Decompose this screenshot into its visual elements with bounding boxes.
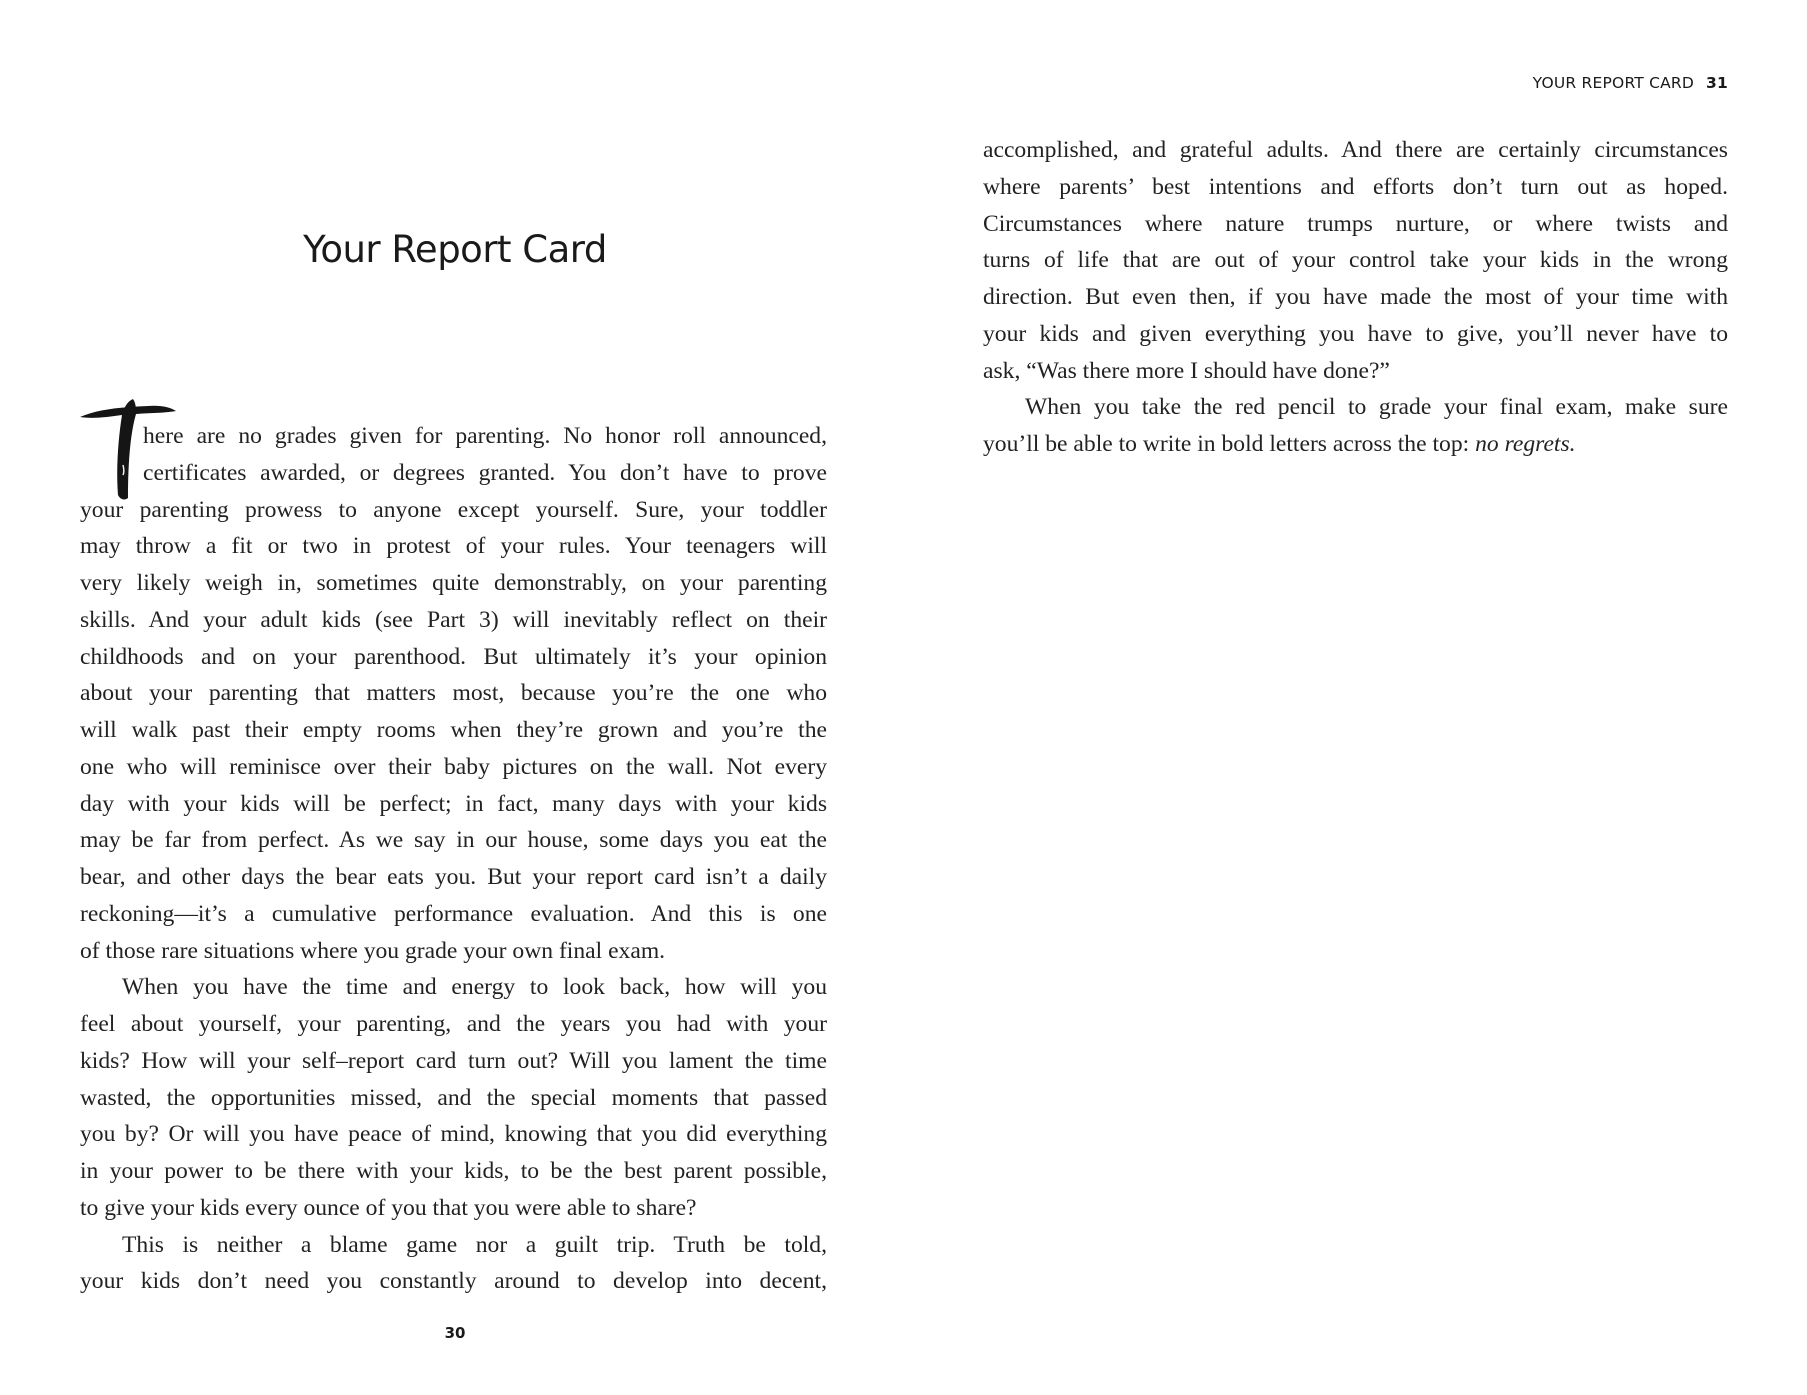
text-line: childhoods and on your parenthood. But ultimately it’s your opinion (80, 643, 827, 670)
text-line: where parents’ best intentions and efforts don’t turn out as hoped. (983, 173, 1728, 200)
text-line: your kids and given everything you have to give, you’ll never have to (983, 320, 1728, 347)
text-line: Circumstances where nature trumps nurture, or where twists and (983, 210, 1728, 237)
text-line: very likely weigh in, sometimes quite demonstrably, on your parenting (80, 570, 827, 596)
text-line: will walk past their empty rooms when they’re grown and you’re the (80, 717, 827, 743)
text-line: ask, “Was there more I should have done?” (983, 357, 1390, 384)
page-number-right: 31 (1706, 74, 1728, 92)
text-line: feel about yourself, your parenting, and the years you had with your (80, 1011, 827, 1037)
text-line: accomplished, and grateful adults. And there are certainly circumstances (983, 137, 1728, 163)
right-page (903, 0, 1807, 1395)
left-body-text (80, 418, 827, 1300)
text-line: skills. And your adult kids (see Part 3) will inevitably reflect on their (80, 606, 827, 633)
text-line: This is neither a blame game nor a guilt trip. Truth be told, (122, 1231, 827, 1258)
text-line: may be far from perfect. As we say in our house, some days you eat the (80, 827, 827, 854)
closing-emphasis: no regrets. (1475, 431, 1576, 457)
text-line: direction. But even then, if you have made the most of your time with (983, 284, 1728, 310)
right-body-text (983, 132, 1728, 463)
page-number-left: 30 (444, 1324, 466, 1342)
text-line: may throw a fit or two in protest of your rules. Your teenagers will (80, 533, 827, 560)
text-line: of those rare situations where you grade your own final exam. (80, 937, 666, 964)
text-line: about your parenting that matters most, because you’re the one who (80, 680, 827, 707)
text-line: When you take the red pencil to grade your final exam, make sure (1025, 394, 1728, 421)
text-line: day with your kids will be perfect; in fact, many days with your kids (80, 790, 827, 817)
text-line: your kids don’t need you constantly around to develop into decent, (80, 1268, 827, 1295)
text-line: in your power to be there with your kids, to be the best parent possible, (80, 1158, 827, 1184)
text-line: you by? Or will you have peace of mind, knowing that you did everything (80, 1121, 827, 1148)
text-line: bear, and other days the bear eats you. But your report card isn’t a daily (80, 864, 827, 890)
text-line: wasted, the opportunities missed, and the special moments that passed (80, 1084, 827, 1111)
text-line: When you have the time and energy to look back, how will you (122, 974, 827, 1001)
text-line-final (983, 426, 1728, 463)
text-line: you’ll be able to write in bold letters across the top: (983, 431, 1476, 457)
text-line: your parenting prowess to anyone except yourself. Sure, your toddler (80, 496, 827, 523)
chapter-title: Your Report Card (303, 228, 607, 271)
text-line: turns of life that are out of your control take your kids in the wrong (983, 247, 1728, 274)
text-line: here are no grades given for parenting. No honor roll announced, (143, 423, 827, 449)
text-line: certificates awarded, or degrees granted. You don’t have to prove (143, 459, 827, 486)
running-head-title: YOUR REPORT CARD (1532, 74, 1695, 92)
running-head (1533, 74, 1728, 92)
text-line: kids? How will your self–report card turn out? Will you lament the time (80, 1047, 827, 1074)
text-line: one who will reminisce over their baby pictures on the wall. Not every (80, 753, 827, 780)
text-line: to give your kids every ounce of you that you were able to share? (80, 1194, 697, 1221)
left-page (0, 0, 903, 1395)
text-line: reckoning—it’s a cumulative performance evaluation. And this is one (80, 900, 827, 927)
